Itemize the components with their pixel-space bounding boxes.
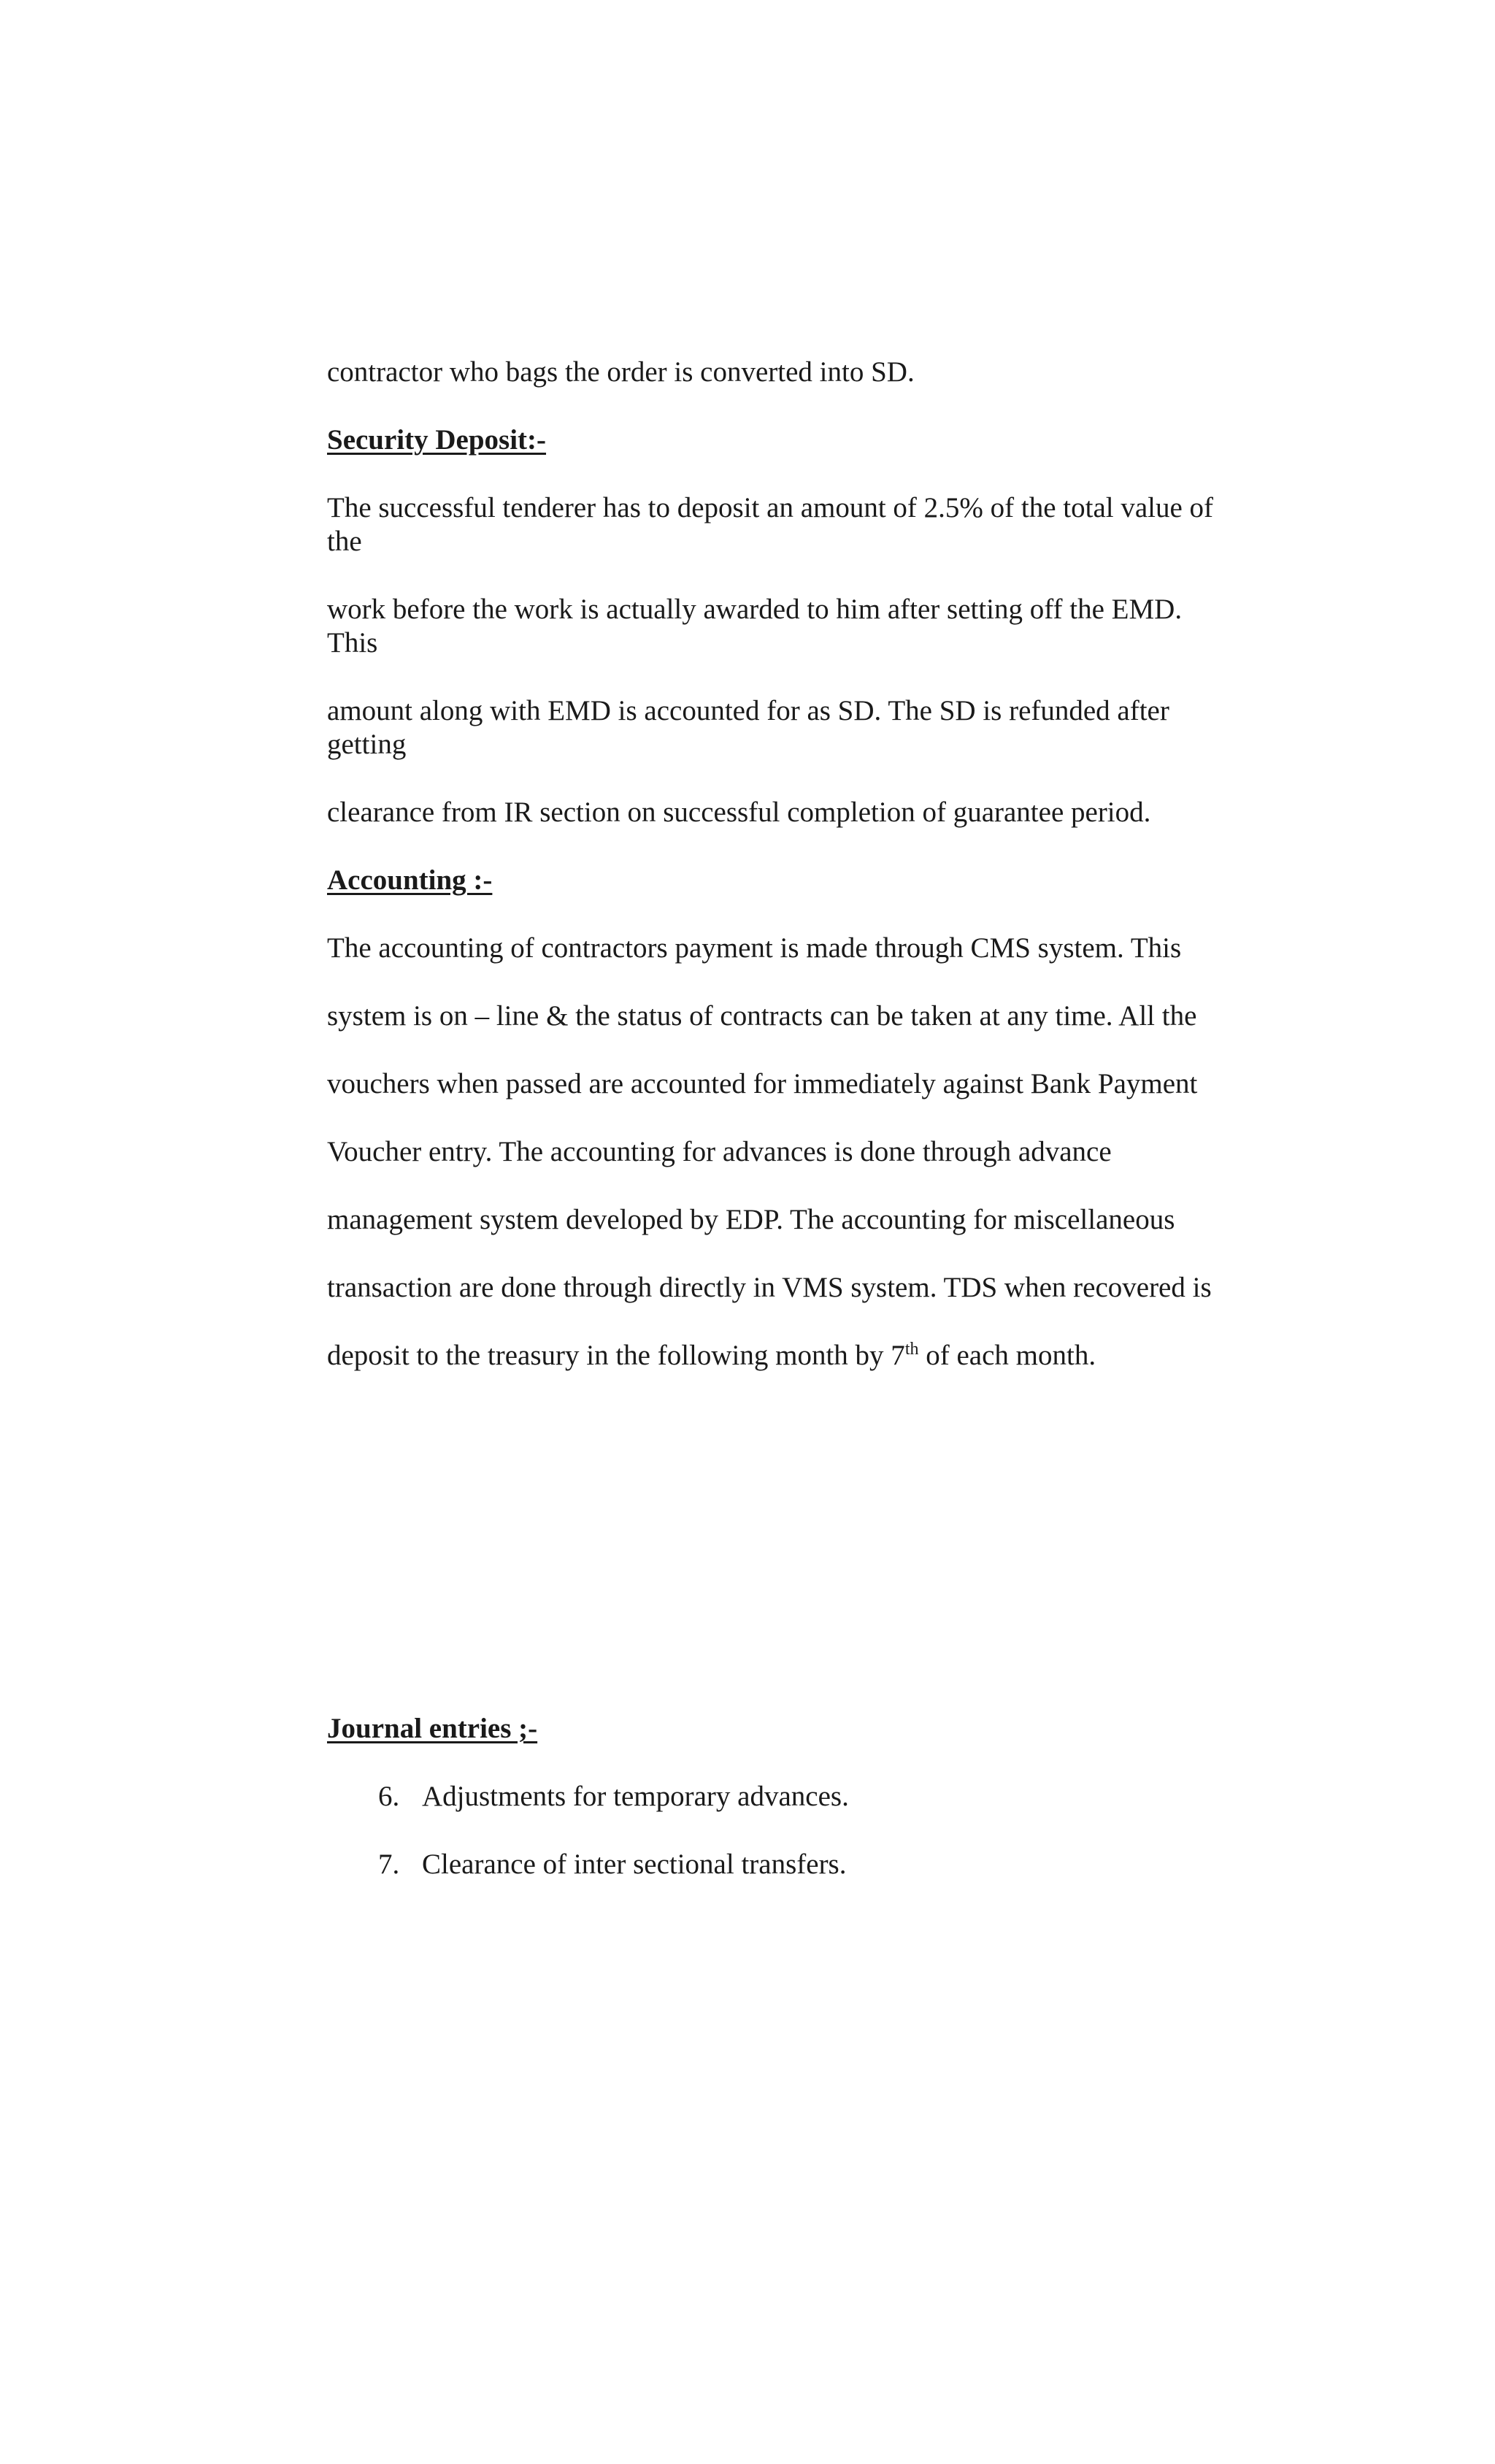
accounting-heading: Accounting :- xyxy=(327,864,493,896)
intro-line: contractor who bags the order is converted into SD. xyxy=(327,356,915,388)
security-deposit-line: This xyxy=(327,627,378,659)
accounting-line: vouchers when passed are accounted for immediately against Bank Payment xyxy=(327,1068,1198,1099)
list-item xyxy=(378,1848,846,1881)
list-item-text: Clearance of inter sectional transfers. xyxy=(422,1849,847,1880)
accounting-line: The accounting of contractors payment is made through CMS system. This xyxy=(327,932,1182,964)
accounting-last-line-text: deposit to the treasury in the following month by 7 xyxy=(327,1340,905,1371)
security-deposit-line: clearance from IR section on successful completion of guarantee period. xyxy=(327,797,1151,828)
accounting-line: Voucher entry. The accounting for advances is done through advance xyxy=(327,1136,1112,1167)
accounting-line: system is on – line & the status of contracts can be taken at any time. All the xyxy=(327,1000,1197,1032)
security-deposit-line: work before the work is actually awarded to him after setting off the EMD. xyxy=(327,594,1183,625)
security-deposit-line: getting xyxy=(327,729,407,760)
list-item-number: 6. xyxy=(378,1781,400,1812)
security-deposit-line: The successful tenderer has to deposit an amount of 2.5% of the total value of xyxy=(327,492,1214,523)
accounting-line: management system developed by EDP. The accounting for miscellaneous xyxy=(327,1204,1175,1235)
list-item-text: Adjustments for temporary advances. xyxy=(422,1781,849,1812)
list-item xyxy=(378,1780,849,1814)
security-deposit-heading: Security Deposit:- xyxy=(327,424,547,456)
accounting-last-line xyxy=(327,1339,1096,1373)
journal-entries-heading: Journal entries ;- xyxy=(327,1713,538,1744)
accounting-last-line-tail: of each month. xyxy=(918,1340,1096,1371)
accounting-line: transaction are done through directly in VMS system. TDS when recovered is xyxy=(327,1272,1212,1303)
list-item-number: 7. xyxy=(378,1849,400,1880)
ordinal-suffix: th xyxy=(904,1340,919,1359)
security-deposit-line: amount along with EMD is accounted for as SD. The SD is refunded after xyxy=(327,695,1169,726)
security-deposit-line: the xyxy=(327,526,362,557)
